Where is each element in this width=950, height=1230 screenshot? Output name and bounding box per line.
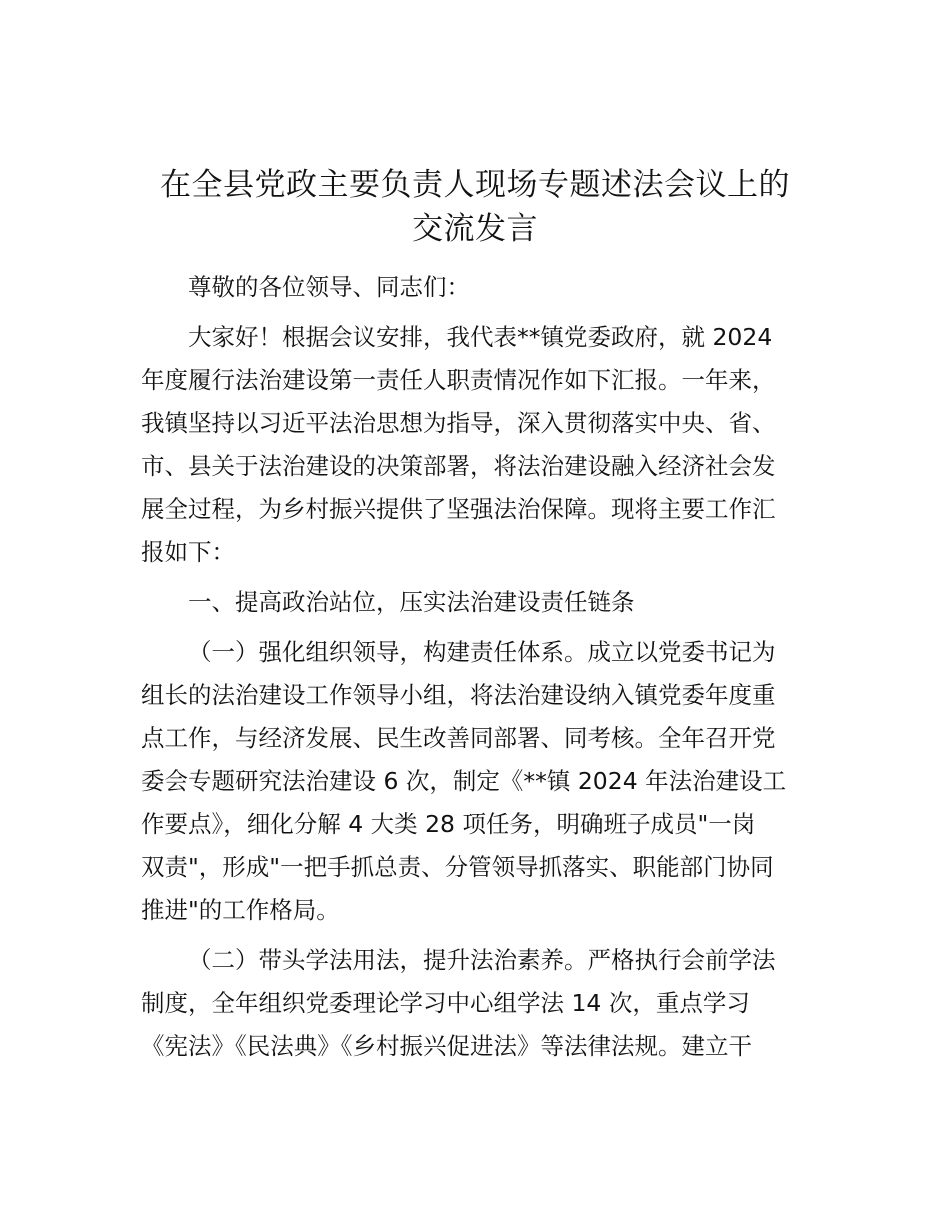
subsection-paragraph-1 <box>141 631 813 932</box>
text-line: （一）强化组织领导，构建责任体系。成立以党委书记为 <box>188 638 776 666</box>
document-title <box>120 163 830 251</box>
text-line: 一、提高政治站位，压实法治建设责任链条 <box>188 588 635 616</box>
subsection-paragraph-2 <box>141 939 813 1068</box>
text-line: 报如下： <box>141 538 235 566</box>
title-line-2: 交流发言 <box>412 211 538 247</box>
text-line: 委会专题研究法治建设 6 次，制定《**镇 2024 年法治建设工 <box>141 767 787 795</box>
text-line: （二）带头学法用法，提升法治素养。严格执行会前学法 <box>188 946 776 974</box>
document-body <box>141 266 813 1075</box>
text-line: 制度，全年组织党委理论学习中心组学法 14 次，重点学习 <box>141 989 750 1017</box>
text-line: 市、县关于法治建设的决策部署，将法治建设融入经济社会发 <box>141 452 776 480</box>
text-line: 作要点》，细化分解 4 大类 28 项任务，明确班子成员"一岗 <box>141 810 756 838</box>
text-line: 点工作，与经济发展、民生改善同部署、同考核。全年召开党 <box>141 724 776 752</box>
text-line: 推进"的工作格局。 <box>141 896 340 924</box>
text-line: 双责"，形成"一把手抓总责、分管领导抓落实、职能部门协同 <box>141 853 774 881</box>
section-heading <box>141 581 813 624</box>
title-line-1: 在全县党政主要负责人现场专题述法会议上的 <box>160 167 790 203</box>
text-line: 《宪法》《民法典》《乡村振兴促进法》等法律法规。建立干 <box>141 1032 752 1060</box>
text-line: 组长的法治建设工作领导小组，将法治建设纳入镇党委年度重 <box>141 681 776 709</box>
text-line: 尊敬的各位领导、同志们： <box>188 273 470 301</box>
text-line: 我镇坚持以习近平法治思想为指导，深入贯彻落实中央、省、 <box>141 409 776 437</box>
opening-paragraph <box>141 316 813 574</box>
text-line: 大家好！根据会议安排，我代表**镇党委政府，就 2024 <box>188 323 773 351</box>
text-line: 展全过程，为乡村振兴提供了坚强法治保障。现将主要工作汇 <box>141 495 776 523</box>
text-line: 年度履行法治建设第一责任人职责情况作如下汇报。一年来， <box>141 366 776 394</box>
salutation-paragraph <box>141 266 813 309</box>
